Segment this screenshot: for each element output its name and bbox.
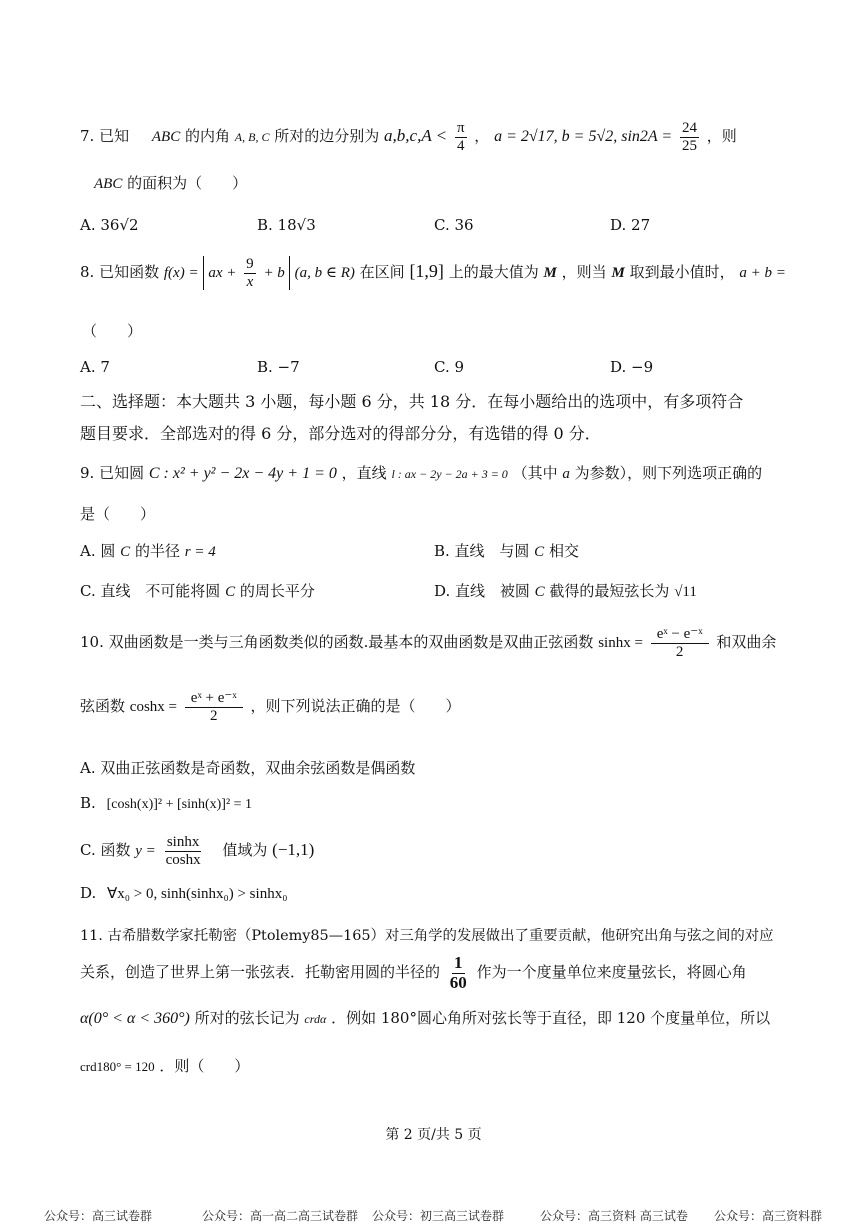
q8-stem-line2: （ ） — [82, 322, 143, 340]
denominator: 25 — [681, 137, 697, 154]
q9-text: C. 直线 — [80, 582, 131, 600]
q8-plusb: + b — [263, 265, 285, 281]
q8-9-over-x — [244, 256, 256, 290]
q8-option-d: D. −9 — [610, 358, 654, 376]
watermark-2: 公众号：高一高二高三试卷群 — [202, 1209, 359, 1223]
denominator: 2 — [675, 643, 684, 660]
q7-triangle: ABC — [151, 129, 181, 145]
numerator: 24 — [681, 120, 697, 136]
q11-text: 作为一个度量单位来度量弦长，将圆心角 — [476, 963, 747, 982]
q11-stem-line4 — [80, 1057, 249, 1075]
q8-M: M — [611, 265, 625, 281]
q8-M: M — [543, 265, 557, 281]
q9-radius: r = 4 — [184, 544, 216, 560]
q7-option-d: D. 27 — [610, 216, 651, 234]
q10-label: C. 函数 — [80, 841, 131, 859]
q8-ax: ax + — [208, 265, 237, 281]
numerator: 9 — [246, 256, 254, 272]
q9-option-a — [80, 540, 216, 561]
watermark-3: 公众号：初三高三试卷群 — [372, 1209, 505, 1223]
q10-option-c — [80, 834, 314, 868]
q8-fx: f(x) = — [163, 265, 199, 281]
denominator: 4 — [456, 137, 465, 154]
q10-text: ，则下列说法正确的是（ ） — [250, 697, 461, 715]
q7-pi-over-4 — [455, 120, 467, 154]
q11-1-over-60 — [448, 954, 469, 992]
q7-triangle: ABC — [94, 176, 123, 192]
q9-text: ，直线 — [341, 464, 387, 482]
q9-C: C — [534, 584, 545, 600]
q11-crd180: crd180° = 120 — [80, 1059, 155, 1074]
q9-text: 与圆 — [499, 542, 530, 560]
q9-text: （其中 — [512, 464, 558, 482]
q9-text: 9. 已知圆 — [80, 464, 145, 482]
q10-range: (−1,1) — [272, 840, 315, 859]
q8-text: 8. 已知函数 — [80, 263, 160, 281]
numerator: 1 — [454, 953, 463, 972]
q10-y: y = — [135, 843, 156, 859]
q11-stem-line1: 11. 古希腊数学家托勒密（Ptolemy85—165）对三角学的发展做出了重要贡献，他研究出角与弦之间的对应 — [80, 928, 774, 944]
q9-a: a — [562, 466, 570, 482]
q8-interval: [1,9] — [409, 261, 444, 281]
q8-text: 在区间 — [359, 263, 405, 281]
denominator: 60 — [449, 972, 467, 992]
q9-C: C — [120, 544, 131, 560]
q7-option-a: A. 36√2 — [80, 216, 139, 234]
q10-sinh: sinhx = — [598, 635, 643, 651]
q9-line-eq: l : ax − 2y − 2a + 3 = 0 — [391, 467, 508, 481]
q10-optD-formula: ∀x₀ > 0, sinh(sinhx₀) > sinhx₀ — [107, 886, 288, 902]
q9-text: 的半径 — [134, 542, 180, 560]
q9-text: 不可能将圆 — [145, 582, 221, 600]
numerator: eˣ + e⁻ˣ — [185, 690, 243, 708]
q8-text: 取到最小值时， — [629, 263, 735, 281]
q7-text: 的面积为（ ） — [127, 174, 248, 192]
q8-option-b: B. −7 — [257, 358, 300, 376]
denominator: 2 — [209, 707, 218, 724]
numerator: sinhx — [166, 834, 200, 850]
q10-cosh: coshx = — [129, 699, 178, 715]
q7-option-c: C. 36 — [434, 216, 474, 234]
q8-text: ，则当 — [561, 263, 607, 281]
watermark-1: 公众号：高三试卷群 — [44, 1209, 153, 1223]
q11-crd: crdα — [304, 1012, 327, 1026]
q11-stem-line2 — [80, 954, 747, 992]
q9-text: 的周长平分 — [239, 582, 315, 600]
q7-cond2: a = 2√17, b = 5√2, sin2A = — [494, 128, 673, 145]
q7-angles: A, B, C — [234, 130, 270, 144]
q8-abs-expression — [203, 256, 289, 290]
q7-stem-line2 — [94, 174, 247, 193]
q8-cond: (a, b ∈ R) — [294, 265, 355, 281]
q10-cosh-fraction — [185, 690, 243, 724]
q7-text: 的内角 — [185, 127, 231, 145]
denominator: x — [246, 273, 254, 290]
q7-text: 所对的边分别为 — [274, 127, 380, 145]
q7-option-b: B. 18√3 — [257, 216, 316, 234]
q9-sqrt11: √11 — [674, 584, 697, 600]
q9-text: B. 直线 — [434, 542, 485, 560]
q10-sinh-fraction — [651, 626, 709, 660]
q11-text: ．则（ ） — [159, 1057, 250, 1075]
numerator: eˣ − e⁻ˣ — [651, 626, 709, 644]
q8-text: 上的最大值为 — [448, 263, 539, 281]
q11-text: 所对的弦长记为 — [194, 1009, 300, 1027]
q11-stem-line3 — [80, 1009, 770, 1028]
watermark-5: 公众号：高三资料群 — [714, 1209, 823, 1223]
q7-24-over-25 — [680, 120, 699, 154]
q10-stem-line1 — [80, 626, 776, 660]
q9-option-b — [434, 540, 579, 561]
q10-option-d — [80, 884, 287, 903]
q7-stem-line1: 7. 已知 ABC 的内角 A, B, C 所对的边分别为 a,b,c,A < $\frac{\pi}{4}$ ， a = 2√17, b = 5√2, sin2A = $\frac{24}{25}$ ，则 — [80, 120, 737, 154]
q9-circle-eq: C : x² + y² − 2x − 4y + 1 = 0 — [148, 465, 337, 482]
q7-cond1: a,b,c,A < — [384, 126, 448, 145]
q9-text: A. 圆 — [80, 542, 116, 560]
q10-text: 弦函数 — [80, 697, 126, 715]
q9-option-c — [80, 580, 315, 601]
q11-text: ．例如 180°圆心角所对弦长等于直径，即 120 个度量单位，所以 — [331, 1009, 771, 1027]
q8-option-c: C. 9 — [434, 358, 465, 376]
q9-C: C — [534, 544, 545, 560]
q10-text: 值域为 — [222, 841, 268, 859]
q10-label: B. — [80, 794, 96, 812]
q9-stem-line1 — [80, 464, 762, 483]
q10-option-b — [80, 794, 252, 813]
watermark-4: 公众号：高三资料 高三试卷 — [540, 1209, 688, 1223]
q7-text: 7. 已知 — [80, 127, 130, 145]
q11-text: 关系，创造了世界上第一张弦表．托勒密用圆的半径的 — [80, 963, 441, 982]
q8-option-a: A. 7 — [80, 358, 110, 376]
q9-text: 为参数），则下列选项正确的 — [574, 464, 763, 482]
numerator: π — [456, 120, 465, 136]
section-heading-line1: 二、选择题：本大题共 3 小题，每小题 6 分，共 18 分．在每小题给出的选项中，有多项符合 — [80, 392, 744, 411]
section-heading-line2: 题目要求．全部选对的得 6 分，部分选对的得部分分，有选错的得 0 分． — [80, 424, 601, 443]
q9-text: 被圆 — [499, 582, 530, 600]
q9-C: C — [225, 584, 236, 600]
page-number: 第 2 页/共 5 页 — [385, 1127, 482, 1143]
q10-stem-line2 — [80, 690, 460, 724]
q9-text: 相交 — [548, 542, 579, 560]
q11-alpha-range: α(0° < α < 360°) — [80, 1010, 190, 1027]
q9-stem-line2: 是（ ） — [80, 505, 156, 523]
q10-option-a: A. 双曲正弦函数是奇函数，双曲余弦函数是偶函数 — [80, 759, 416, 777]
q9-text: D. 直线 — [434, 582, 486, 600]
q8-stem-line1 — [80, 256, 786, 290]
q7-text: ，则 — [706, 127, 737, 145]
q10-label: D. — [80, 884, 97, 902]
denominator: coshx — [165, 851, 201, 868]
q9-text: 截得的最短弦长为 — [549, 582, 670, 600]
q10-optB-formula: [cosh(x)]² + [sinh(x)]² = 1 — [106, 797, 253, 812]
q9-option-d — [434, 580, 697, 601]
q10-text: 10. 双曲函数是一类与三角函数类似的函数.最基本的双曲函数是双曲正弦函数 — [80, 633, 594, 651]
q10-text: 和双曲余 — [716, 633, 777, 651]
q10-tanh-fraction — [164, 834, 203, 868]
q8-ab: a + b = — [739, 265, 786, 281]
